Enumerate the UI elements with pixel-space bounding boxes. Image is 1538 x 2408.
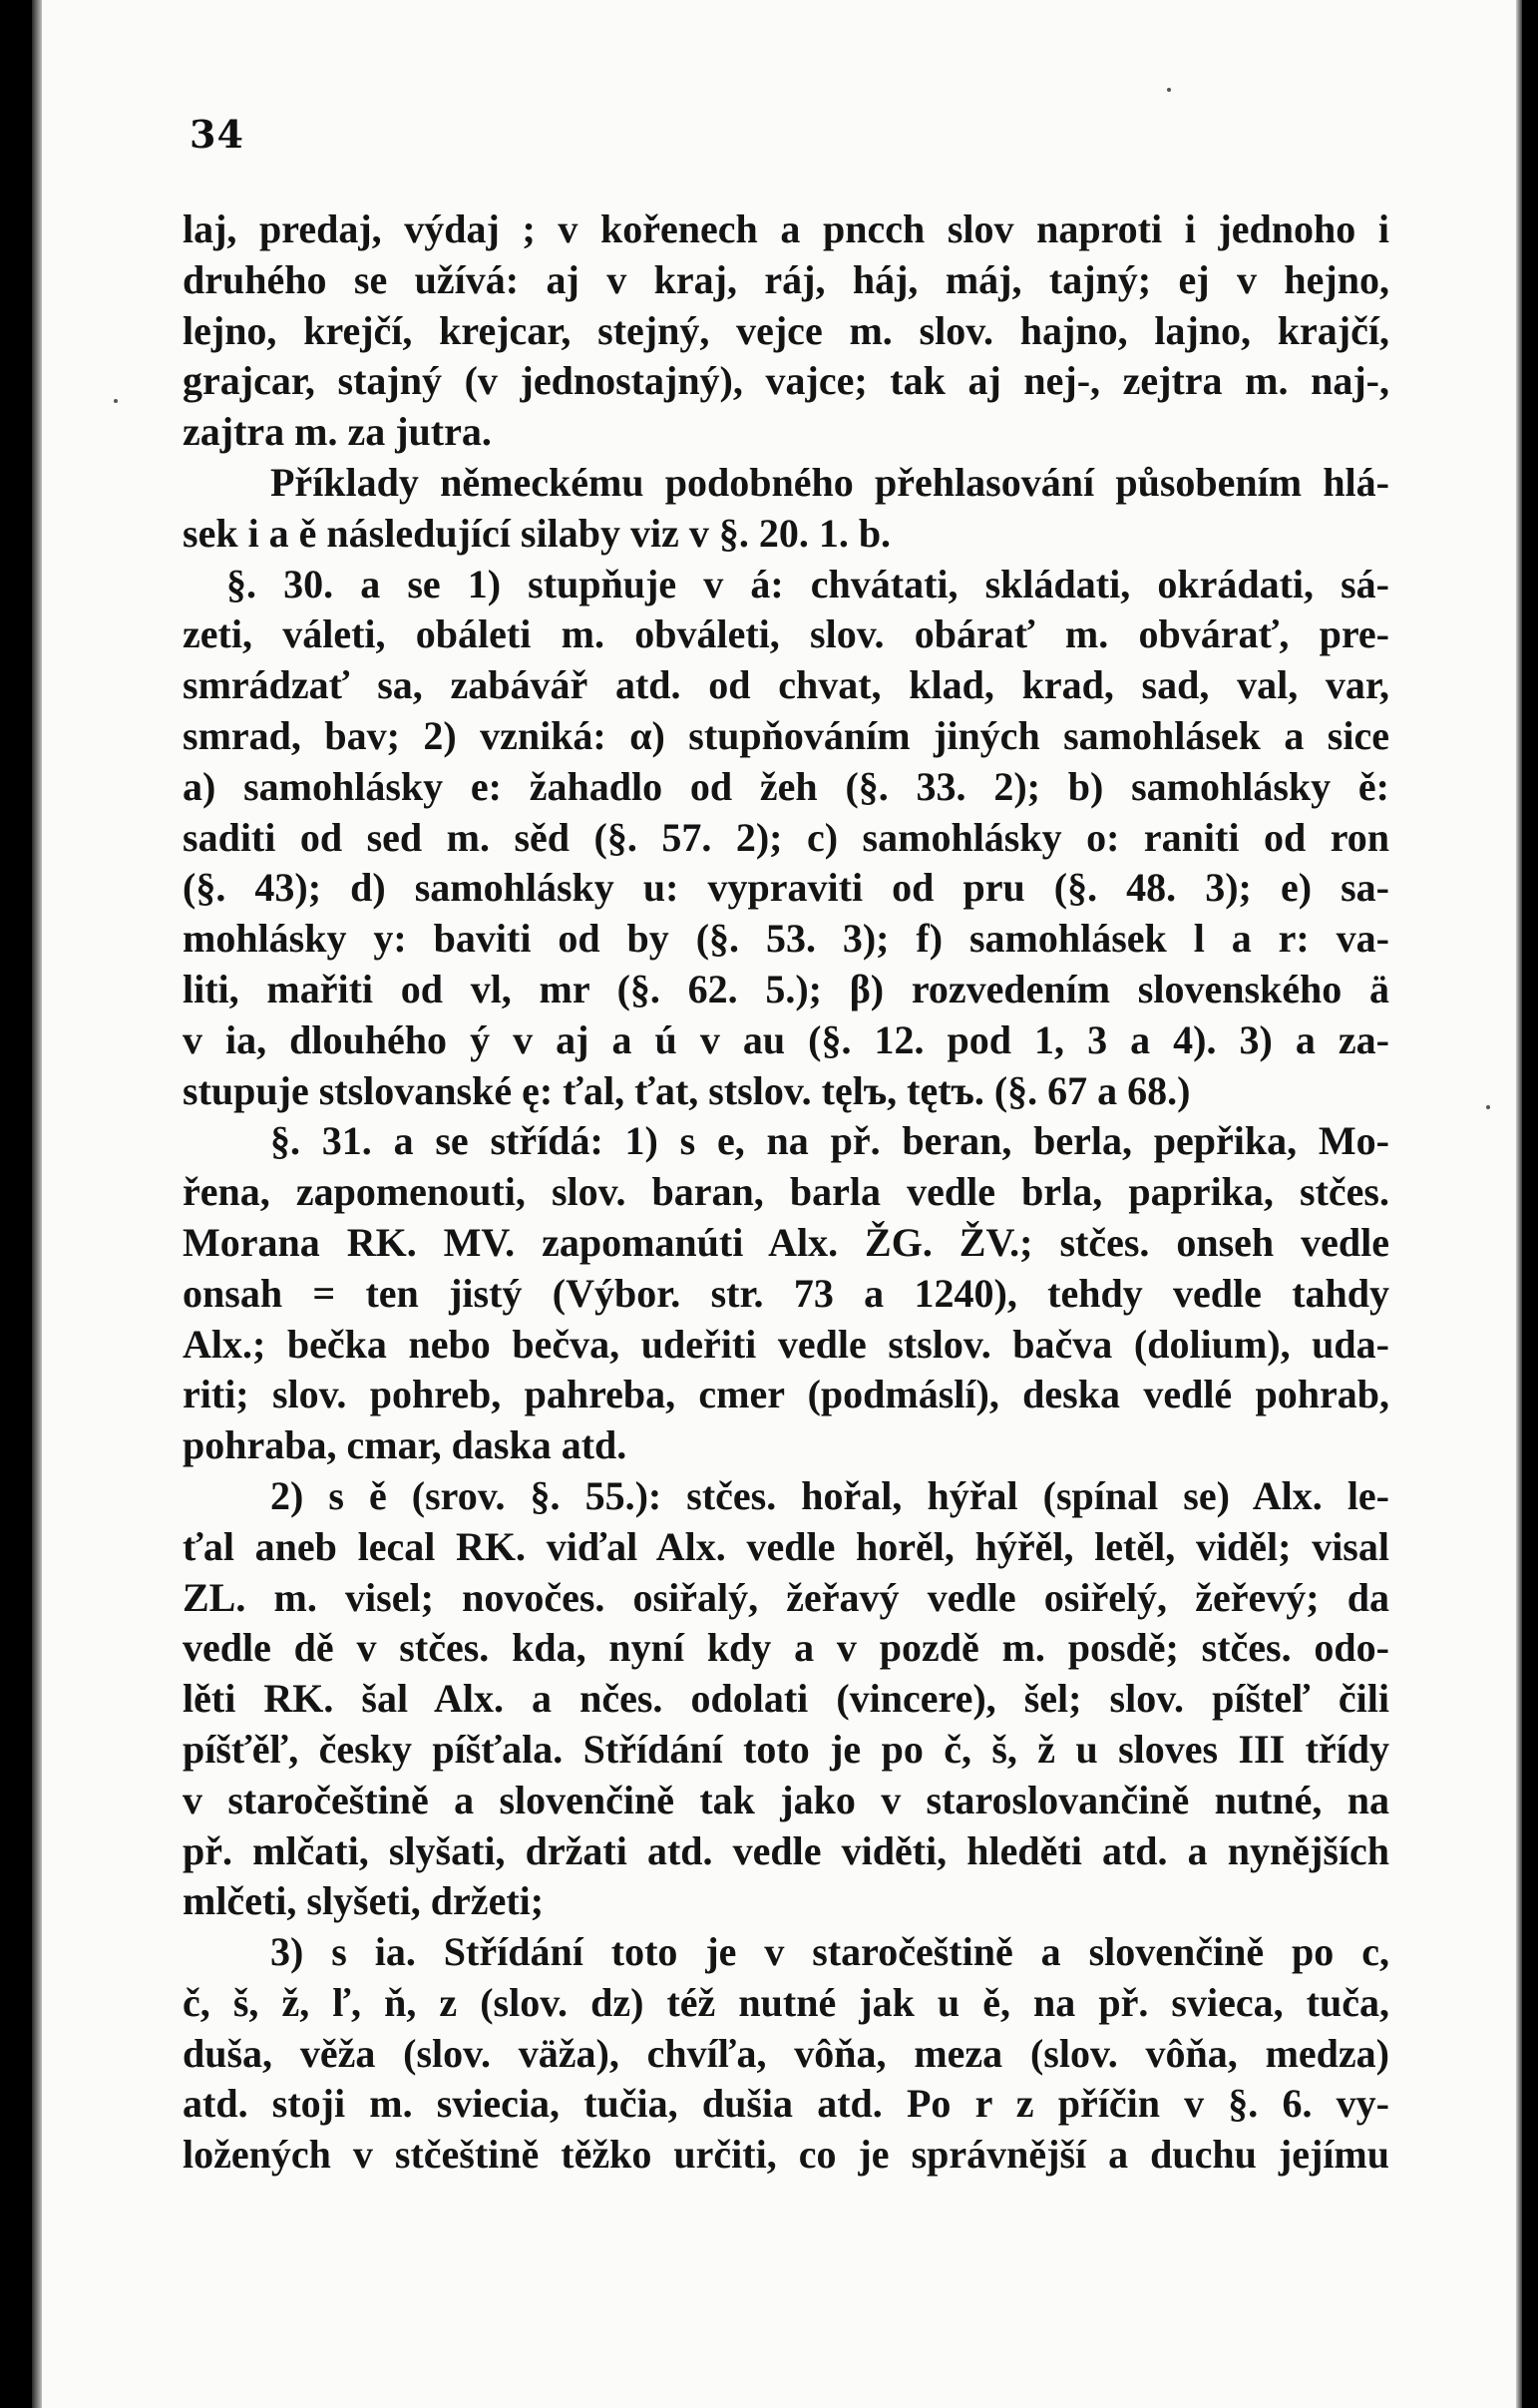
- scan-speck: [1486, 1105, 1490, 1109]
- text-line: liti, mařiti od vl, mr (§. 62. 5.); β) rozvedením slovenského ä: [183, 966, 1389, 1011]
- scan-border-left: [0, 0, 32, 2408]
- text-line: 3) s ia. Střídání toto je v staročeštině a slovenčině po c,: [270, 1929, 1389, 1975]
- scan-border-left-shadow: [32, 0, 42, 2408]
- text-line: č, š, ž, ľ, ň, z (slov. dz) též nutné jak u ě, na př. svieca, tuča,: [183, 1979, 1389, 2025]
- text-line: Morana RK. MV. zapomanúti Alx. ŽG. ŽV.; stčes. onseh vedle: [183, 1219, 1389, 1265]
- text-line: a) samohlásky e: žahadlo od žeh (§. 33. 2); b) samohlásky ě:: [183, 763, 1389, 809]
- text-line: píšťěľ, česky píšťala. Střídání toto je po č, š, ž u sloves III třídy: [183, 1726, 1389, 1772]
- scan-speck: [1167, 88, 1171, 92]
- page-number: 34: [190, 112, 244, 157]
- text-line: smrad, bav; 2) vzniká: α) stupňováním jiných samohlásek a sice: [183, 712, 1389, 758]
- text-line: řena, zapomenouti, slov. baran, barla vedle brla, paprika, stčes.: [183, 1169, 1389, 1215]
- text-line: onsah = ten jistý (Výbor. str. 73 a 1240), tehdy vedle tahdy: [183, 1270, 1389, 1316]
- text-line: laj, predaj, výdaj ; v kořenech a pncch slov naproti i jednoho i: [183, 206, 1389, 251]
- text-line: lěti RK. šal Alx. a nčes. odolati (vincere), šel; slov. píšteľ čili: [183, 1676, 1389, 1722]
- text-line: §. 30. a se 1) stupňuje v á: chvátati, skládati, okrádati, sá-: [226, 561, 1389, 606]
- text-line: grajcar, stajný (v jednostajný), vajce; tak aj nej-, zejtra m. naj-,: [183, 358, 1389, 404]
- text-line: ťal aneb lecal RK. viďal Alx. vedle horěl, hýřěl, letěl, viděl; visal: [183, 1523, 1389, 1569]
- body-text: [183, 204, 1389, 2181]
- text-line: mlčeti, slyšeti, držeti;: [183, 1878, 545, 1924]
- text-line: druhého se užívá: aj v kraj, ráj, háj, máj, tajný; ej v hejno,: [183, 256, 1389, 302]
- text-line: §. 31. a se střídá: 1) s e, na př. beran, berla, pepřika, Mo-: [270, 1118, 1389, 1164]
- text-line: pohraba, cmar, daska atd.: [183, 1422, 627, 1468]
- text-line: v ia, dlouhého ý v aj a ú v au (§. 12. pod 1, 3 a 4). 3) a za-: [183, 1016, 1389, 1062]
- text-line: sek i a ě následující silaby viz v §. 20. 1. b.: [183, 510, 892, 556]
- text-line: zajtra m. za jutra.: [183, 409, 492, 455]
- text-line: Příklady německému podobného přehlasování působením hlá-: [270, 459, 1389, 505]
- text-line: smrádzať sa, zabávář atd. od chvat, klad, krad, sad, val, var,: [183, 662, 1389, 708]
- text-line: vedle dě v stčes. kda, nyní kdy a v pozdě m. posdě; stčes. odo-: [183, 1625, 1389, 1671]
- text-line: atd. stoji m. sviecia, tučia, dušia atd. Po r z příčin v §. 6. vy-: [183, 2081, 1389, 2127]
- text-line: př. mlčati, slyšati, držati atd. vedle viděti, hleděti atd. a nynějších: [183, 1827, 1389, 1873]
- scan-border-right: [1522, 0, 1538, 2408]
- text-line: riti; slov. pohreb, pahreba, cmer (podmáslí), deska vedlé pohrab,: [183, 1372, 1389, 1417]
- scan-border-right-shadow: [1516, 0, 1522, 2408]
- text-line: stupuje stslovanské ę: ťal, ťat, stslov. tęlъ, tętъ. (§. 67 a 68.): [183, 1067, 1191, 1113]
- text-line: saditi od sed m. sěd (§. 57. 2); c) samohlásky o: raniti od ron: [183, 814, 1389, 860]
- text-line: ZL. m. visel; novočes. osiřalý, žeřavý vedle osiřelý, žeřevý; da: [183, 1574, 1389, 1620]
- text-line: ložených v stčeštině těžko určiti, co je správnější a duchu jejímu: [183, 2132, 1389, 2178]
- text-line: zeti, váleti, obáleti m. obváleti, slov. obárať m. obvárať, pre-: [183, 611, 1389, 657]
- text-line: lejno, krejčí, krejcar, stejný, vejce m. slov. hajno, lajno, krajčí,: [183, 307, 1389, 353]
- text-line: Alx.; bečka nebo bečva, udeřiti vedle stslov. bačva (dolium), uda-: [183, 1321, 1389, 1367]
- text-line: v staročeštině a slovenčině tak jako v staroslovančině nutné, na: [183, 1777, 1389, 1822]
- text-line: (§. 43); d) samohlásky u: vypraviti od pru (§. 48. 3); e) sa-: [183, 865, 1389, 911]
- text-line: 2) s ě (srov. §. 55.): stčes. hořal, hýřal (spínal se) Alx. le-: [270, 1472, 1389, 1518]
- scan-speck: [114, 399, 118, 403]
- text-line: mohlásky y: baviti od by (§. 53. 3); f) samohlásek l a r: va-: [183, 916, 1389, 962]
- text-line: duša, věža (slov. väža), chvíľa, vôňa, meza (slov. vôňa, medza): [183, 2030, 1389, 2076]
